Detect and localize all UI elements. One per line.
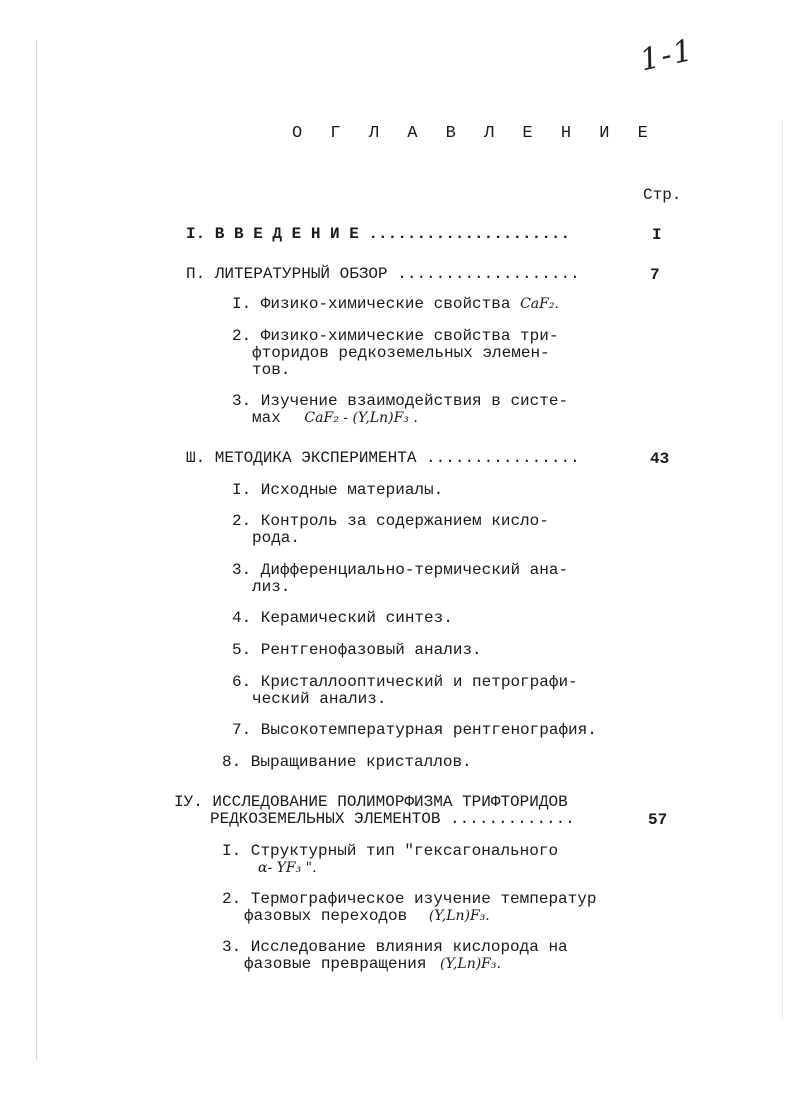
toc-item-line: 3. Изучение взаимодействия в систе- (232, 392, 569, 410)
page-title: О Г Л А В Л Е Н И Е (292, 124, 657, 143)
toc-item-line: лиз. (252, 578, 291, 596)
handwritten-formula: CaF₂ - (Y,Ln)F₃ . (304, 410, 418, 426)
handwritten-formula: α- YF₃ ". (258, 860, 317, 876)
toc-item (244, 908, 490, 925)
toc-item-line: 3. Дифференциально-термический ана- (232, 561, 569, 579)
handwritten-formula: CaF₂. (520, 296, 559, 312)
toc-item-text: фазовые превращения (244, 955, 427, 973)
handwritten-formula: (Y,Ln)F₃. (440, 956, 501, 972)
toc-item-line: 3. Исследование влияния кислорода на (222, 938, 568, 956)
toc-item-line: тов. (252, 361, 291, 379)
toc-page-number: 7 (650, 266, 660, 284)
toc-item (232, 296, 559, 313)
toc-item: I. Исходные материалы. (232, 481, 444, 499)
toc-item: 5. Рентгенофазовый анализ. (232, 641, 482, 659)
toc-item-text: мах (252, 409, 281, 427)
toc-item-line: фторидов редкоземельных элемен- (252, 344, 550, 362)
toc-section-methods: Ш. МЕТОДИКА ЭКСПЕРИМЕНТА ................ (186, 449, 580, 467)
toc-item: 4. Керамический синтез. (232, 609, 453, 627)
toc-page-number: 43 (650, 450, 670, 468)
toc-section-literature: П. ЛИТЕРАТУРНЫЙ ОБЗОР ................... (186, 265, 580, 283)
toc-item-line: I. Структурный тип "гексагонального (222, 842, 559, 860)
toc-item-text: I. Физико-химические свойства (232, 295, 511, 313)
toc-section-polymorphism-cont: РЕДКОЗЕМЕЛЬНЫХ ЭЛЕМЕНТОВ ............. (210, 810, 575, 828)
toc-item-line: 2. Контроль за содержанием кисло- (232, 512, 549, 530)
scan-margin-line (36, 40, 37, 1060)
toc-item-text: фазовых переходов (244, 907, 408, 925)
toc-item (252, 410, 418, 427)
toc-item-line: 6. Кристаллооптический и петрографи- (232, 673, 578, 691)
page-column-header: Стр. (643, 186, 682, 204)
handwritten-page-number: 1-1 (636, 32, 698, 79)
toc-item-line: 2. Термографическое изучение температур (222, 890, 597, 908)
toc-item: 7. Высокотемпературная рентгенография. (232, 721, 597, 739)
toc-item-line: 2. Физико-химические свойства три- (232, 327, 559, 345)
toc-page-number: 57 (648, 811, 668, 829)
scan-margin-line-right (782, 120, 783, 1020)
toc-item (244, 956, 501, 973)
toc-section-introduction: I. В В Е Д Е Н И Е ..................... (186, 225, 571, 243)
toc-item-line: рода. (252, 529, 301, 547)
toc-item-line: ческий анализ. (252, 690, 387, 708)
toc-item: 8. Выращивание кристаллов. (222, 753, 472, 771)
handwritten-formula: (Y,Ln)F₃. (428, 908, 490, 924)
toc-section-polymorphism: IУ. ИССЛЕДОВАНИЕ ПОЛИМОРФИЗМА ТРИФТОРИДОВ (174, 793, 568, 811)
toc-page-number: I (652, 226, 662, 244)
